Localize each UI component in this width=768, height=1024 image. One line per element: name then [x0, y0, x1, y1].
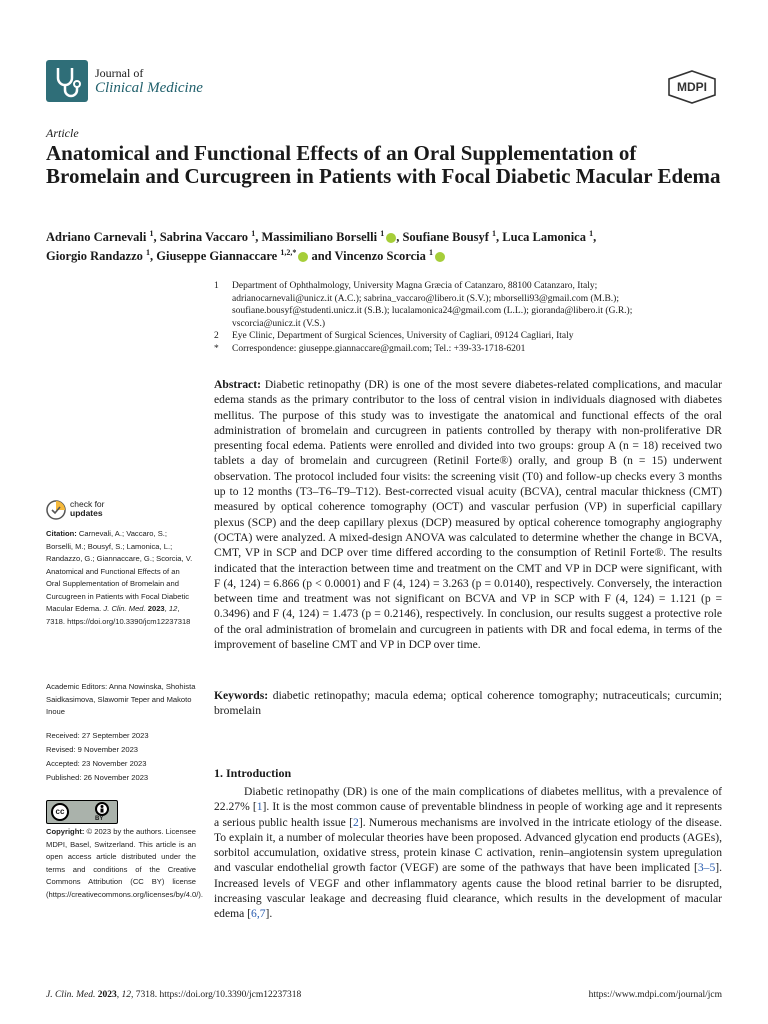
author-affiliation-mark: 1 [428, 248, 433, 258]
affiliations [214, 280, 714, 355]
journal-name-line1: Journal of [95, 66, 144, 80]
check-updates-line1: check for [70, 499, 105, 509]
affiliation-row [214, 280, 714, 330]
citation-label: Citation: [46, 529, 77, 538]
intro-text-run: ]. Numerous mechanisms are involved in the intricate etiology of the disease. To explain it, a number of molecular theories have been proposed. Advanced glycation end products (AGEs), sorbitol accumulation, oxidative stress, protein kinase C activation, renin–angiotensin system upregulation and vascular endothelial growth factor (VEGF) are some of the pathways that have been implicated [ [214, 815, 722, 875]
author-name: Adriano Carnevali [46, 230, 150, 245]
orcid-icon[interactable] [435, 252, 445, 262]
copyright-text: © 2023 by the authors. Licensee MDPI, Basel, Switzerland. This article is an open access article distributed under the terms and conditions of the Creative Commons Attribution (CC BY) license (https://creativecommons.org/licenses/by/4.0/). [46, 827, 203, 899]
check-for-updates-icon[interactable] [46, 500, 66, 520]
affiliation-line: adrianocarnevali@unicz.it (A.C.); sabrina_vaccaro@libero.it (S.V.); mborselli93@gmail.com (M.B.); [232, 293, 619, 304]
citation-journal: J. Clin. Med. [103, 604, 146, 613]
abstract-label: Abstract: [214, 378, 262, 391]
journal-name-line2: Clinical Medicine [95, 80, 203, 96]
reference-link[interactable]: 2 [353, 815, 359, 829]
abstract-text: Diabetic retinopathy (DR) is one of the most severe diabetes-related complications, and macular edema stands as the primary contributor to the loss of central vision in individuals diagnosed with diabetes mellitus. The purpose of this study was to investigate the anatomical and functional effects of the oral administration of bromelain and curcugreen in patients controlled by therapy with non-proliferative DR presenting focal edema. Patients were enrolled and divided into two groups: group A (n = 18) received two tablets a day of bromelain and curcugreen (Retinil Forte®) orally, and group B (n = 15) underwent observation. The protocol included four visits: the screening visit (T0) and follow-up checks every 3 months up to 12 months (T3–T6–T9–T12). Best-corrected visual acuity (BCVA), central macular thickness (CMT) measured by optical coherence tomography (OCT) and vascular perfusion (VP) in superficial capillary plexus (SCP) and the deep capillary plexus (DCP) measured by optical coherence tomography angiography (OCTA) were analyzed. A mixed-design ANOVA was calculated to determine whether the change in BCVA, CMT, VP in SCP and DCP over time differed according to the consumption of Retinil Forte®. The results indicated that the interaction between time and treatment on the CMT and VP in DCP were significant, with F (4, 124) = 6.866 (p < 0.0001) and F (4, 124) = 3.263 (p = 0.0140), respectively. Conversely, the interaction between time and treatment was not significant on BCVA and VP in SCP with F (4, 124) = 1.121 (p = 0.3496) and F (4, 124) = 1.473 (p = 0.2146), respectively. In conclusion, our results suggest a protective role of the oral administration of bromelain and curcugreen in patients with DR and focal edema, in terms of the improvement of baseline CMT and VP in DCP over time. [214, 378, 722, 652]
intro-text-run: ]. [265, 907, 273, 921]
author-name: Massimiliano Borselli [261, 230, 381, 245]
keywords [214, 688, 722, 719]
author-name: Luca Lamonica [502, 230, 590, 245]
author-affiliation-mark: 1 [589, 229, 594, 238]
author-separator: , [153, 230, 160, 245]
by-label: BY [95, 816, 104, 822]
mdpi-logo-text: MDPI [677, 80, 707, 94]
citation-block: Citation: Carnevali, A.; Vaccaro, S.; Borselli, M.; Bousyf, S.; Lamonica, L.; Randazzo, G.; Giannaccare, G.; Scorcia, V. Anatomical and Functional Effects of an Oral Supplementation of Bromelain and Curcugreen in Patients with Focal Diabetic Macular Edema. J. Clin. Med. 2023, 12, 7318. https://doi.org/10.3390/jcm12237318 [46, 529, 193, 626]
author-separator: , [593, 230, 597, 245]
date-line: Received: 27 September 2023 [46, 731, 149, 740]
affiliation-mark: 2 [214, 331, 219, 341]
author-affiliation-mark: 1 [149, 229, 154, 238]
copyright-label: Copyright: [46, 827, 85, 836]
author-affiliation-mark: 1 [146, 248, 150, 258]
academic-editors: Academic Editors: Anna Nowinska, Shohista Saidkasimova, Slawomir Teper and Makoto Inoue [46, 682, 196, 716]
footer-journal: J. Clin. Med. [46, 990, 96, 1000]
affiliation-line: vscorcia@unicz.it (V.S.) [232, 318, 325, 329]
abstract [214, 377, 722, 652]
date-line: Published: 26 November 2023 [46, 773, 149, 782]
citation-year: 2023 [147, 604, 165, 613]
footer-year: 2023 [97, 990, 117, 1000]
affiliation-row [214, 330, 714, 343]
person-icon [95, 802, 109, 816]
article-title: Anatomical and Functional Effects of an Oral Supplementation of Bromelain and Curcugreen in Patients with Focal Diabetic Macular Edema [46, 141, 721, 188]
affiliation-mark: 1 [214, 281, 219, 291]
author-separator: , [396, 230, 403, 245]
stethoscope-icon [46, 60, 88, 102]
author-separator: , [255, 230, 262, 245]
author-list [46, 226, 726, 264]
citation-doi[interactable]: , 7318. https://doi.org/10.3390/jcm12237318 [46, 604, 191, 626]
date-line: Accepted: 23 November 2023 [46, 759, 147, 768]
publication-dates [46, 729, 196, 785]
author-name: Giorgio Randazzo [46, 249, 146, 264]
orcid-icon[interactable] [386, 233, 396, 243]
affiliation-line: Department of Ophthalmology, University Magna Græcia of Catanzaro, 88100 Catanzaro, Italy; [232, 281, 598, 291]
check-for-updates-label[interactable] [70, 500, 105, 518]
date-line: Revised: 9 November 2023 [46, 745, 139, 754]
footer-volume: 12 [121, 990, 131, 1000]
author-name: Sabrina Vaccaro [159, 230, 252, 245]
intro-text-run: ]. Increased levels of VEGF and other inflammatory agents cause the blood retinal barrier to be disrupted, increasing vascular leakage and decreasing fluid clearance, which results in the development of macular edema [ [214, 861, 722, 921]
affiliation-mark: * [214, 343, 219, 354]
reference-link[interactable]: 3–5 [697, 861, 716, 875]
footer-doi[interactable]: , 7318. https://doi.org/10.3390/jcm12237318 [130, 990, 302, 1000]
citation-text: Carnevali, A.; Vaccaro, S.; Borselli, M.; Bousyf, S.; Lamonica, L.; Randazzo, G.; Giannaccare, G.; Scorcia, V. Anatomical and Functional Effects of an Oral Supplementation of Bromelain and Curcugreen in Patients with Focal Diabetic Macular Edema. [46, 529, 193, 613]
introduction-paragraph [214, 784, 722, 922]
keywords-text: diabetic retinopathy; macula edema; optical coherence tomography; nutraceuticals; curcumin; bromelain [214, 689, 722, 718]
copyright-block [46, 826, 203, 901]
author-affiliation-mark: 1,2,* [280, 248, 297, 258]
author-name: Vincenzo Scorcia [334, 249, 429, 264]
check-updates-line2: updates [70, 508, 103, 518]
article-type: Article [46, 126, 79, 140]
author-name: Soufiane Bousyf [402, 230, 493, 245]
intro-text-run: ]. It is the most common cause of preventable blindness in people of working age and it represents a serious public health issue [ [214, 800, 722, 829]
affiliation-line: soufiane.bousyf@studenti.unicz.it (S.B.); lucalamonica24@gmail.com (L.L.); gioranda@libero.it (G.R.); [232, 306, 633, 316]
author-affiliation-mark: 1 [492, 229, 497, 238]
reference-link[interactable]: 1 [256, 800, 263, 814]
citation-volume: 12 [168, 604, 178, 613]
author-separator: , [496, 230, 503, 245]
orcid-icon[interactable] [298, 252, 308, 262]
journal-logo [46, 60, 88, 102]
reference-link[interactable]: 6,7 [251, 907, 266, 921]
author-affiliation-mark: 1 [380, 229, 385, 238]
footer-journal-url[interactable]: https://www.mdpi.com/journal/jcm [588, 990, 722, 1000]
footer-citation: J. Clin. Med. 2023, 12, 7318. https://doi.org/10.3390/jcm12237318 [46, 990, 302, 1000]
cc-by-license-badge[interactable] [46, 800, 118, 824]
intro-text-run: Diabetic retinopathy (DR) is one of the main complications of diabetes mellitus, with a prevalence of 22.27% [ [214, 785, 722, 814]
keywords-label: Keywords: [214, 689, 269, 702]
mdpi-logo [666, 70, 718, 104]
author-name: Giuseppe Giannaccare [156, 249, 281, 264]
section-heading-introduction: 1. Introduction [214, 766, 292, 780]
cc-icon: cc [51, 803, 69, 821]
affiliation-row [214, 343, 714, 356]
author-separator: and [308, 249, 335, 264]
affiliation-line: Correspondence: giuseppe.giannaccare@gmail.com; Tel.: +39-33-1718-6201 [232, 343, 526, 354]
author-affiliation-mark: 1 [251, 229, 256, 238]
affiliation-line: Eye Clinic, Department of Surgical Sciences, University of Cagliari, 09124 Cagliari, Italy [232, 331, 574, 341]
author-separator: , [150, 249, 157, 264]
